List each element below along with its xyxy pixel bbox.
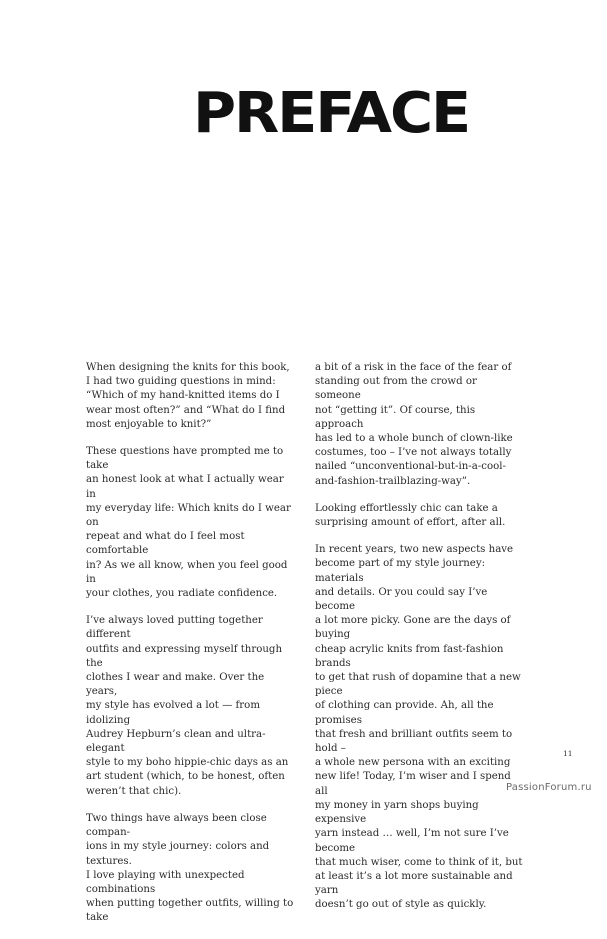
paragraph: In recent years, two new aspects have become part of my style journey: materials and details. Or you could say I’ve become a lot more picky. Gone are the days of buying cheap acrylic knits from fast-fashion brands to get that rush of dopamine that a new piece of clothing can provide. Ah, all the promises that fresh and brilliant outfits seem to hold – a whole new persona with an exciting new life! Today, I’m wiser and I spend all my money in yarn shops buying expensive yarn instead … well, I’m not sure I’ve become that much wiser, come to think of it, but at least it’s a lot more sustainable and yarn doesn’t go out of style as quickly. [315,544,523,911]
paragraph: These questions have prompted me to take an honest look at what I actually wear in my everyday life: Which knits do I wear on repeat and what do I feel most comfortable in? As we all know, when you feel good in your clothes, you radiate confidence. [86,446,291,600]
paragraph: a bit of a risk in the face of the fear of standing out from the crowd or someone not “getting it”. Of course, this approach has led to a whole bunch of clown-like costumes, too – I’ve not always totally nailed “unconventional-but-in-a-cool- and-fashion-trailblazing-way”. [315,362,513,487]
paragraph: Two things have always been close compan- ions in my style journey: colors and textures. I love playing with unexpected combinations when putting together outfits, willing to take [86,812,294,924]
paragraph: I’ve always loved putting together different outfits and expressing myself through the clothes I wear and make. Over the years, my style has evolved a lot — from idolizing Audrey Hepburn’s clean and ultra-elegant style to my boho hippie-chic days as an art student (which, to be honest, often weren’t that chic). [86,615,289,797]
page-title: PREFACE [193,81,470,146]
right-text-column [315,361,523,926]
page-number: 11 [563,749,573,758]
paragraph: When designing the knits for this book, I had two guiding questions in mind: “Which of my hand-knitted items do I wear most often?” and “What do I find most enjoyable to knit?” [86,362,290,430]
paragraph: Looking effortlessly chic can take a surprising amount of effort, after all. [315,502,506,529]
watermark: PassionForum.ru [506,782,592,793]
left-text-column [86,361,294,939]
